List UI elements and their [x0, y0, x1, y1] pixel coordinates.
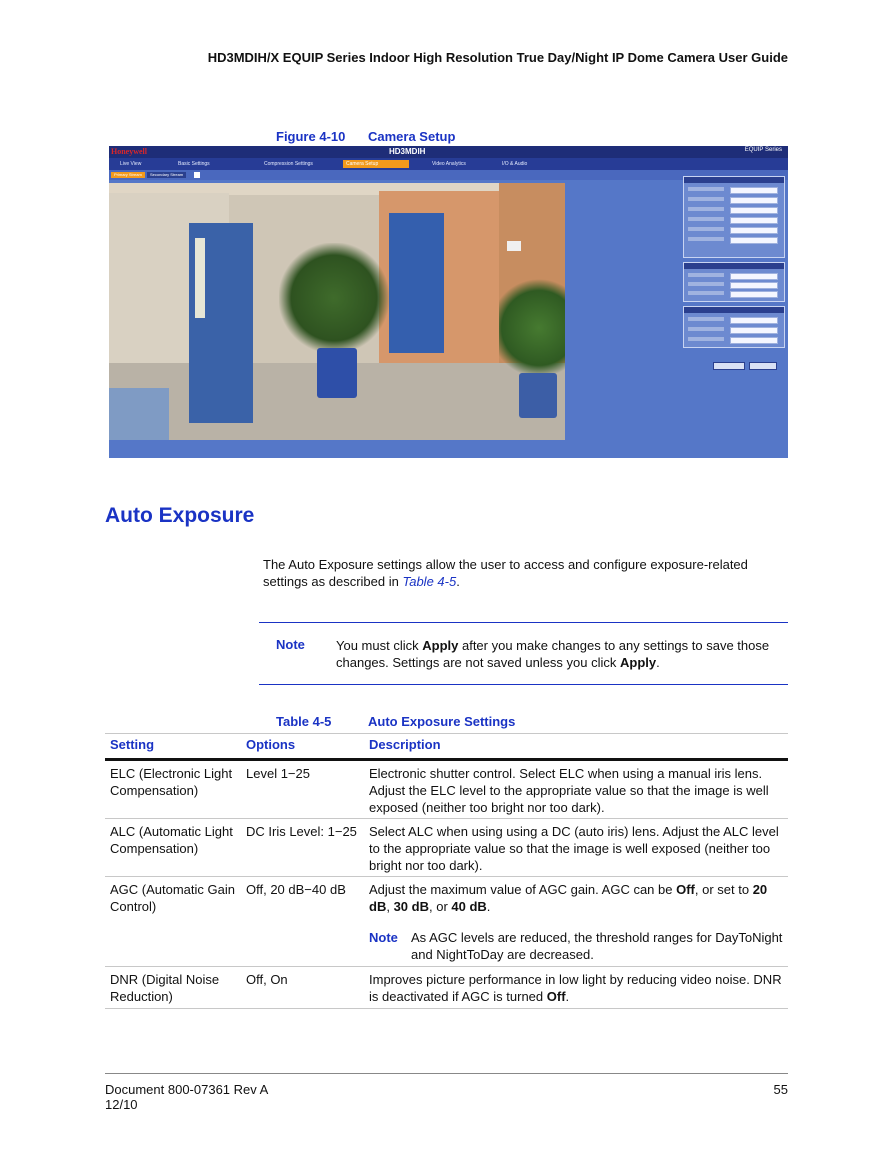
page-number: 55	[773, 1082, 788, 1097]
options-cell: Off, On	[246, 972, 288, 987]
auto-exposure-group	[683, 176, 785, 258]
agc-note-label: Note	[369, 930, 398, 945]
snapshot-icon	[194, 172, 200, 178]
description-cell: Improves picture performance in low light by reducing video noise. DNR is deactivated if AGC is turned Off.	[369, 972, 782, 1004]
nav-tab-camera-setup: Camera Setup	[343, 160, 409, 168]
camera-model-title: HD3MDIH	[389, 147, 426, 156]
table-row	[105, 877, 788, 967]
setting-cell: AGC (Automatic Gain Control)	[110, 882, 235, 914]
section-heading: Auto Exposure	[105, 504, 255, 527]
note-text: You must click Apply after you make changes to any settings to save those changes. Settings are not saved unless you click Apply.	[336, 638, 770, 670]
figure-number: Figure 4-10	[276, 129, 346, 144]
table-link[interactable]: Table 4-5	[402, 574, 457, 589]
column-header-description: Description	[369, 737, 441, 752]
footer-rule	[105, 1073, 788, 1074]
document-number: Document 800-07361 Rev A	[105, 1082, 269, 1097]
document-date: 12/10	[105, 1097, 138, 1112]
figure-caption	[276, 129, 455, 144]
description-cell: Electronic shutter control. Select ELC when using a manual iris lens. Adjust the ELC level to the appropriate value so that the image is well exposed (neither too bright nor too dark).	[369, 766, 769, 815]
nav-tab-compression-settings: Compression Settings	[264, 161, 313, 167]
setting-cell: ALC (Automatic Light Compensation)	[110, 824, 233, 856]
brand-logo: Honeywell	[111, 147, 147, 156]
video-preview	[109, 183, 565, 440]
door-image	[389, 213, 444, 353]
nav-tab-basic-settings: Basic Settings	[178, 161, 210, 167]
nav-tab-live-view: Live View	[120, 161, 142, 167]
column-header-setting: Setting	[110, 737, 155, 752]
white-balance-group	[683, 306, 785, 348]
description-cell: Select ALC when using using a DC (auto iris) lens. Adjust the ALC level to the appropriate value so that the image is well exposed (neither too bright nor too dark).	[369, 824, 779, 873]
intro-paragraph: The Auto Exposure settings allow the user to access and configure exposure-related settings as described in Table 4-5.	[263, 557, 748, 589]
day-night-group	[683, 262, 785, 302]
note-box	[259, 622, 788, 685]
panel-button	[713, 362, 745, 370]
sub-tab-primary-stream: Primary Stream	[111, 172, 145, 178]
nav-tab-video-analytics: Video Analytics	[432, 161, 466, 167]
plant-image	[499, 273, 565, 383]
sub-tab-secondary-stream: Secondary Stream	[147, 172, 186, 178]
table-row	[105, 819, 788, 877]
table-row	[105, 967, 788, 1009]
footer-document	[105, 1082, 268, 1112]
options-cell: DC Iris Level: 1−25	[246, 824, 357, 839]
plant-image	[279, 243, 389, 353]
screenshot-nav-bar	[109, 158, 788, 170]
setting-cell: DNR (Digital Noise Reduction)	[110, 972, 220, 1004]
column-header-options: Options	[246, 737, 296, 752]
nav-tab-io-audio: I/O & Audio	[502, 161, 528, 167]
note-label: Note	[276, 637, 305, 652]
table-number: Table 4-5	[276, 714, 332, 729]
running-head: HD3MDIH/X EQUIP Series Indoor High Resolution True Day/Night IP Dome Camera User Guide	[207, 50, 788, 65]
screenshot-banner	[109, 146, 788, 158]
series-label: EQUIP Series	[744, 147, 782, 153]
table-row	[105, 761, 788, 819]
panel-button	[749, 362, 777, 370]
options-cell: Level 1−25	[246, 766, 310, 781]
figure-title: Camera Setup	[368, 129, 456, 144]
agc-note-text: As AGC levels are reduced, the threshold ranges for DayToNight and NightToDay are decreased.	[411, 930, 783, 962]
options-cell: Off, 20 dB−40 dB	[246, 882, 346, 897]
setting-cell: ELC (Electronic Light Compensation)	[110, 766, 233, 798]
table-title: Auto Exposure Settings	[368, 714, 516, 729]
table-caption	[276, 714, 515, 729]
description-cell: Adjust the maximum value of AGC gain. AGC can be Off, or set to 20 dB, 30 dB, or 40 dB.	[369, 882, 768, 914]
camera-setup-screenshot	[109, 146, 788, 458]
